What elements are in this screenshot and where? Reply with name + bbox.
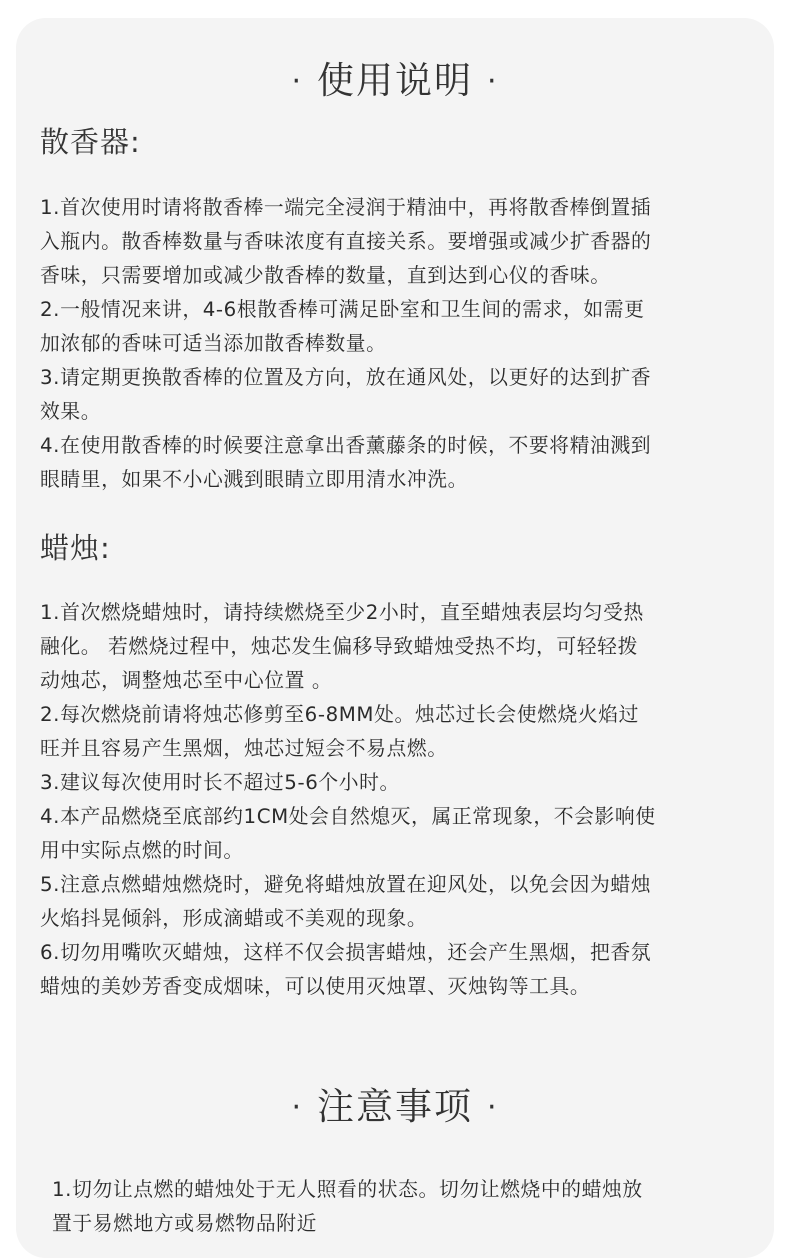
candle-line: 2.每次燃烧前请将烛芯修剪至6-8MM处。烛芯过长会使燃烧火焰过 [40,703,640,726]
candle-line: 4.本产品燃烧至底部约1CM处会自然熄灭，属正常现象，不会影响使 [40,805,656,828]
diffuser-line: 香味，只需要增加或减少散香棒的数量，直到达到心仪的香味。 [40,264,611,287]
title-dot-left: · [291,1090,303,1125]
notes-line: 1.切勿让点燃的蜡烛处于无人照看的状态。切勿让燃烧中的蜡烛放 [52,1178,643,1201]
diffuser-line: 效果。 [40,400,102,423]
notes-title-text: 注意事项 [317,1085,473,1128]
candle-line: 火焰抖晃倾斜，形成滴蜡或不美观的现象。 [40,907,428,930]
candle-line: 动烛芯，调整烛芯至中心位置 。 [40,669,333,692]
candle-line: 6.切勿用嘴吹灭蜡烛，这样不仅会损害蜡烛，还会产生黑烟，把香氛 [40,941,652,964]
diffuser-line: 加浓郁的香味可适当添加散香棒数量。 [40,332,387,355]
title-dot-left: · [291,64,303,99]
diffuser-instructions [40,191,755,497]
diffuser-line: 4.在使用散香棒的时候要注意拿出香薰藤条的时候，不要将精油溅到 [40,434,652,457]
candle-line: 蜡烛的美妙芳香变成烟味，可以使用灭烛罩、灭烛钩等工具。 [40,975,591,998]
diffuser-line: 眼睛里，如果不小心溅到眼睛立即用清水冲洗。 [40,468,469,491]
candle-line: 1.首次燃烧蜡烛时，请持续燃烧至少2小时，直至蜡烛表层均匀受热 [40,601,644,624]
title-dot-right: · [487,1090,499,1125]
diffuser-line: 入瓶内。散香棒数量与香味浓度有直接关系。要增强或减少扩香器的 [40,230,652,253]
notes-list [52,1173,767,1241]
diffuser-line: 1.首次使用时请将散香棒一端完全浸润于精油中，再将散香棒倒置插 [40,196,652,219]
candle-instructions [40,596,755,1004]
candle-line: 5.注意点燃蜡烛燃烧时，避免将蜡烛放置在迎风处，以免会因为蜡烛 [40,873,652,896]
notes-line: 置于易燃地方或易燃物品附近 [52,1212,317,1235]
candle-line: 旺并且容易产生黑烟，烛芯过短会不易点燃。 [40,737,448,760]
usage-section-title [0,56,790,107]
candle-heading: 蜡烛: [40,531,111,565]
usage-title-text: 使用说明 [317,59,473,102]
diffuser-line: 3.请定期更换散香棒的位置及方向，放在通风处，以更好的达到扩香 [40,366,652,389]
candle-line: 3.建议每次使用时长不超过5-6个小时。 [40,771,400,794]
title-dot-right: · [487,64,499,99]
candle-line: 融化。 若燃烧过程中，烛芯发生偏移导致蜡烛受热不均，可轻轻拨 [40,635,638,658]
candle-line: 用中实际点燃的时间。 [40,839,244,862]
diffuser-line: 2.一般情况来讲，4-6根散香棒可满足卧室和卫生间的需求，如需更 [40,298,645,321]
diffuser-heading: 散香器: [40,125,141,159]
notes-section-title [0,1082,790,1133]
